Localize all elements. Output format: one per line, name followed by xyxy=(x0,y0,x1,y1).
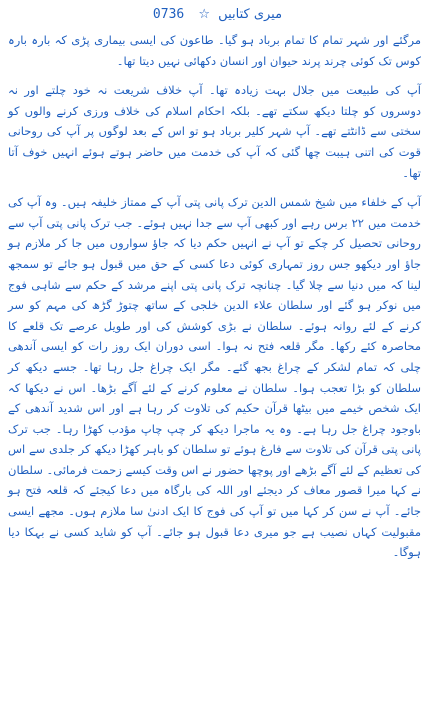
paragraph-1: مرگئے اور شہر تمام کا تمام برباد ہو گیا۔ طاعون کی ایسی بیماری پڑی کہ بارہ بارہ کوس تک کوئی چرند پرند حیوان اور انسان دکھائی نہیں دیتا تھا۔ xyxy=(8,33,421,68)
book-title: میری کتابیں xyxy=(218,7,283,22)
paragraph-2: آپ کی طبیعت میں جلال بہت زیادہ تھا۔ آپ خلاف شریعت نہ خود چلتے اور نہ دوسروں کو چلتا دیکھ سکتے تھے۔ بلکہ احکام اسلام کی خلاف ورزی کرنے والوں کو سختی سے ڈانٹتے تھے۔ آپ شہر کلیر برباد ہو تو اس کے بعد لوگوں پر آپ کی روحانی قوت کی اتنی ہیبت چھا گئی کہ آپ کی خدمت میں حاضر ہوتے ہوئے انہیں خوف آتا تھا۔ xyxy=(8,83,421,180)
page-number: 0736 xyxy=(152,7,185,22)
page-body xyxy=(8,30,421,563)
page-header xyxy=(8,6,421,30)
star-icon: ☆ xyxy=(198,7,211,22)
paragraph-3: آپ کے خلفاء میں شیخ شمس الدین ترک پانی پتی آپ کے ممتاز خلیفہ ہیں۔ وہ آپ کی خدمت میں ۲۲ برس رہے اور کبھی آپ سے جدا نہیں ہوئے۔ جب ترک پانی پتی آپ سے روحانی تحصیل کر چکے تو آپ نے انہیں حکم دیا کہ جاؤ سواروں میں جا کر ملازم ہو جاؤ اور دیکھو جس روز تمہاری کوئی دعا کسی کے حق میں قبول ہو جائے تو سمجھ لینا کہ میں دنیا سے چلا گیا۔ چنانچہ ترک پانی پتی اپنے مرشد کے حکم سے شاہی فوج میں نوکر ہو گئے اور سلطان علاء الدین خلجی کے ساتھ چتوڑ گڑھ کی مہم کو سر کرنے کے لئے روانہ ہوئے۔ سلطان نے بڑی کوشش کی اور طویل عرصے تک قلعے کا محاصرہ کئے رکھا۔ مگر قلعہ فتح نہ ہوا۔ اسی دوران ایک روز رات کو ایسی آندھی چلی کہ تمام لشکر کے چراغ بجھ گئے۔ مگر ایک چراغ جل رہا تھا۔ جسے دیکھ کر سلطان کو بڑا تعجب ہوا۔ سلطان نے معلوم کرنے کے لئے آگے بڑھا۔ اس نے دیکھا کہ ایک شخص خیمے میں بیٹھا قرآن حکیم کی تلاوت کر رہا ہے اور اس شدید آندھی کے باوجود چراغ جل رہا ہے۔ وہ یہ ماجرا دیکھ کر چپ چاپ مؤدب کھڑا رہا۔ جب ترک پانی پتی قرآن کی تلاوت سے فارغ ہوئے تو سلطان کو باہر کھڑا دیکھ کر جلدی سے اس کی تعظیم کے لئے آگے بڑھے اور پوچھا حضور نے اس وقت کیسے زحمت فرمائی۔ سلطان نے کہا میرا قصور معاف کر دیجئے اور اللہ کی بارگاہ میں دعا کیجئے کہ قلعہ فتح ہو جائے۔ آپ نے سن کر کہا میں تو آپ کی فوج کا ایک ادنیٰ سا ملازم ہوں۔ مجھے ایسی مقبولیت کہاں نصیب ہے جو میری دعا قبول ہو جائے۔ آپ کو شاید کسی نے بہکا دیا ہوگا۔ xyxy=(8,195,421,560)
